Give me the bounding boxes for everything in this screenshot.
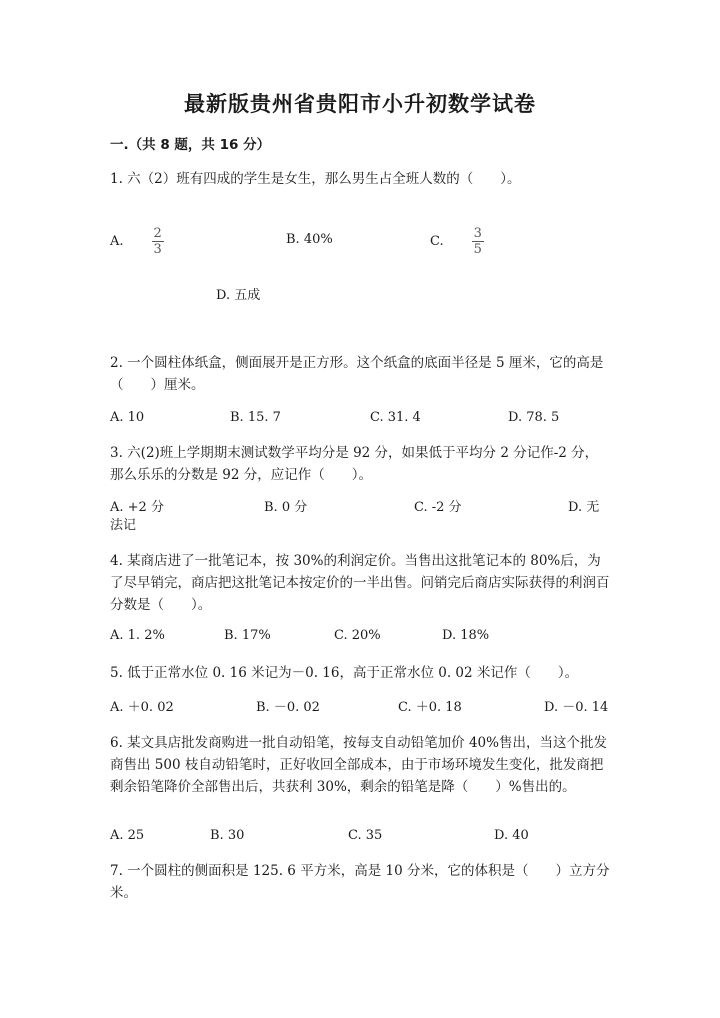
q3-option-c: C. -2 分 [414, 500, 462, 515]
question-6: 6. 某文具店批发商购进一批自动铅笔，按每支自动铅笔加价 40%售出，当这个批发商售出 500 枝自动铅笔时，正好收回全部成本，由于市场环境发生变化，批发商把剩余铅笔降价全部售出后，共获利 30%，剩余的铅笔是降（ ）%售出的。 [110, 735, 607, 795]
fraction: $\frac{2}{3}$ [153, 226, 162, 257]
q6-option-d: D. 40 [494, 828, 529, 843]
q6-option-a: A. 25 [110, 828, 145, 843]
q2-option-b: B. 15. 7 [230, 410, 281, 425]
q2-option-c: C. 31. 4 [370, 410, 421, 425]
question-5: 5. 低于正常水位 0. 16 米记为－0. 16，高于正常水位 0. 02 米记作（ ）。 [110, 665, 579, 681]
q6-option-b: B. 30 [210, 828, 245, 843]
page-title: 最新版贵州省贵阳市小升初数学试卷 [184, 92, 536, 116]
q3-option-b: B. 0 分 [264, 500, 308, 515]
question-3: 3. 六(2)班上学期期末测试数学平均分是 92 分，如果低于平均分 2 分记作-2 分，那么乐乐的分数是 92 分，应记作（ ）。 [110, 445, 599, 483]
q5-option-c: C. ＋0. 18 [398, 700, 462, 715]
q2-option-a: A. 10 [110, 410, 145, 425]
q5-option-b: B. －0. 02 [256, 700, 320, 715]
q5-option-d: D. －0. 14 [544, 700, 609, 715]
q4-option-a: A. 1. 2% [110, 628, 165, 643]
q2-option-d: D. 78. 5 [508, 410, 560, 425]
q4-option-c: C. 20% [334, 628, 381, 643]
q6-option-c: C. 35 [348, 828, 383, 843]
q1-option-b: B. 40% [286, 232, 333, 247]
q4-option-b: B. 17% [224, 628, 271, 643]
question-4: 4. 某商店进了一批笔记本，按 30%的利润定价。当售出这批笔记本的 80%后，为了尽早销完，商店把这批笔记本按定价的一半出售。问销完后商店实际获得的利润百分数是（ ）。 [110, 553, 610, 613]
q3-option-d-cont: 法记 [110, 518, 137, 533]
q1-option-a: A. $\frac{2}{3}$ [110, 226, 162, 257]
question-2: 2. 一个圆柱体纸盒，侧面展开是正方形。这个纸盒的底面半径是 5 厘米，它的高是（ ）厘米。 [110, 355, 604, 393]
q3-option-a: A. +2 分 [110, 500, 164, 515]
q5-option-a: A. ＋0. 02 [110, 700, 174, 715]
question-1: 1. 六（2）班有四成的学生是女生，那么男生占全班人数的（ ）。 [110, 171, 521, 187]
q1-option-d: D. 五成 [216, 288, 261, 303]
q3-option-d: D. 无 [568, 500, 600, 515]
q1-option-c: C. $\frac{3}{5}$ [430, 226, 482, 257]
question-7: 7. 一个圆柱的侧面积是 125. 6 平方米，高是 10 分米，它的体积是（ ）立方分米。 [110, 863, 610, 901]
fraction: $\frac{3}{5}$ [473, 226, 482, 257]
q4-option-d: D. 18% [442, 628, 490, 643]
section-header: 一.（共 8 题，共 16 分） [110, 137, 271, 153]
